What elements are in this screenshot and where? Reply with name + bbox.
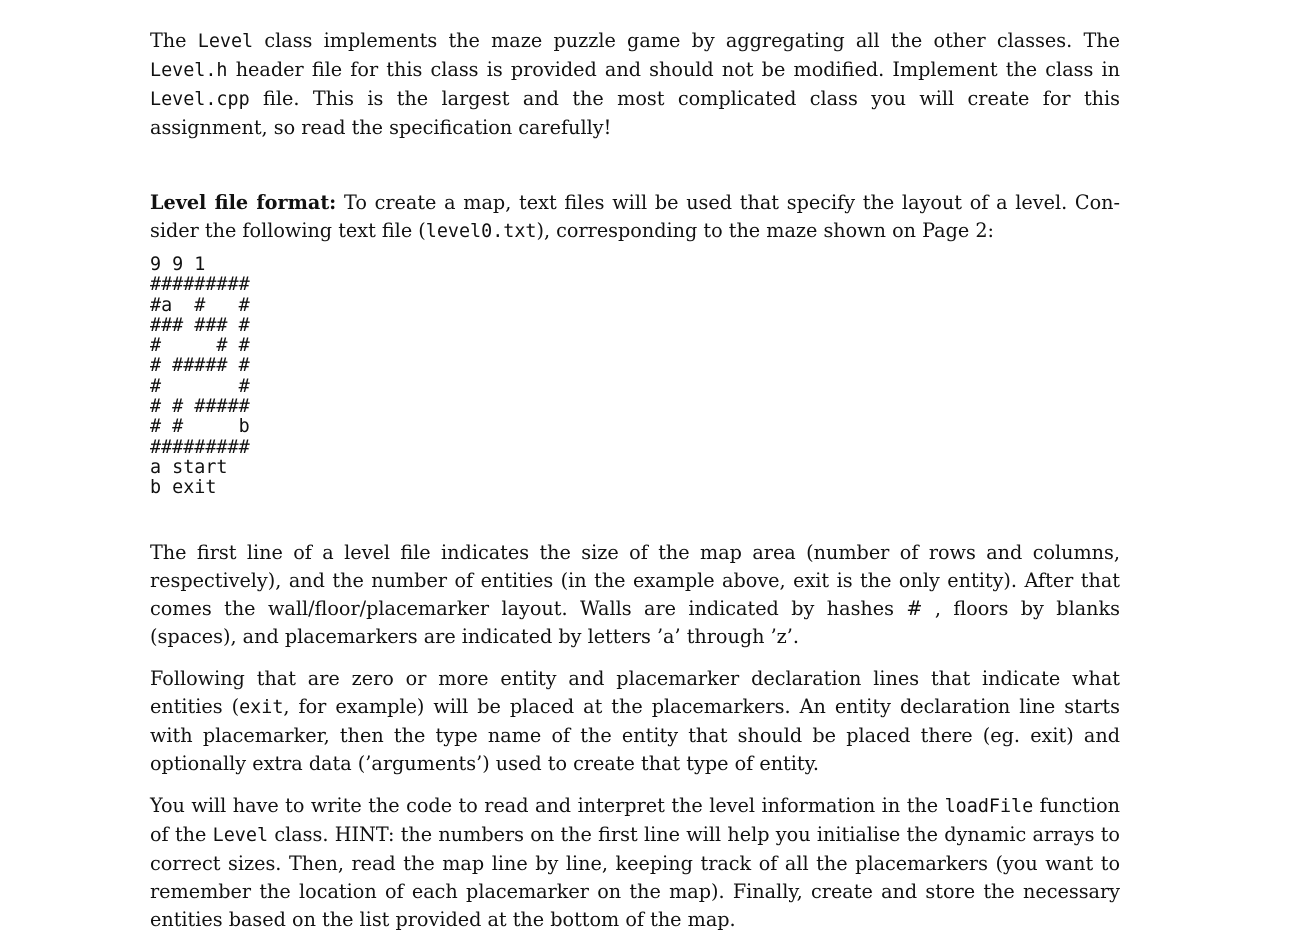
text-run: file. This is the largest and the most complicated class you will create for this assignment, so read the specification carefully! xyxy=(150,87,1120,139)
inline-code-filename: level0.txt xyxy=(425,221,537,242)
file-format-paragraph xyxy=(150,189,1120,246)
level-file-code-block: 9 9 1 ######### #a # # ### ### # # # # # ##### # # # # # ##### # # b ######### a start b exit xyxy=(150,254,250,499)
inline-code-exit: exit xyxy=(239,696,284,718)
inline-code-level: Level xyxy=(212,824,269,846)
text-run: To create a map, text files will be used that specify the layout of a level. Consider the following text file ( xyxy=(150,191,1121,242)
text-run: class. HINT: the numbers on the first line will help you initialise the dynamic arrays to correct sizes. Then, read the map line by line, keeping track of all the placemarkers (you want to remember the location of each placemarker on the map). Finally, create and store the necessary entities based on the list provided at the bottom of the map. xyxy=(150,822,1120,931)
inline-code-level: Level xyxy=(197,31,254,52)
text-run: Following that are zero or more entity and placemarker declaration lines that indicate what entities ( xyxy=(150,666,1120,718)
loadfile-paragraph xyxy=(150,792,1120,934)
text-run: You will have to write the code to read and interpret the level information in the xyxy=(150,793,945,817)
text-run: header file for this class is provided and should not be modified. Implement the class in xyxy=(227,58,1120,81)
text-run: , for example) will be placed at the placemarkers. An entity declaration line starts with placemarker, then the type name of the entity that should be placed there (eg. exit) and optionally extra data (’arguments’) used to create that type of entity. xyxy=(150,694,1120,775)
entity-declaration-paragraph xyxy=(150,665,1120,778)
intro-paragraph xyxy=(150,27,1120,142)
text-run: class implements the maze puzzle game by aggregating all the other classes. The xyxy=(253,29,1120,52)
document-page xyxy=(150,27,1120,934)
text-run: ), corresponding to the maze shown on Page 2: xyxy=(536,219,995,242)
first-line-paragraph: The first line of a level file indicates the size of the map area (number of rows and columns, respectively), and the number of entities (in the example above, exit is the only entity). After that comes the wall/floor/placemarker layout. Walls are indicated by hashes # , floors by blanks (spaces), and placemarkers are indicated by letters ’a’ through ’z’. xyxy=(150,540,1120,648)
inline-code-loadfile: loadFile xyxy=(944,795,1034,817)
section-heading: Level file format: xyxy=(150,191,337,214)
inline-code-level-cpp: Level.cpp xyxy=(150,89,250,110)
text-run: function of the xyxy=(150,793,1120,846)
text-run: The xyxy=(150,29,198,52)
inline-code-level-h: Level.h xyxy=(150,60,228,81)
